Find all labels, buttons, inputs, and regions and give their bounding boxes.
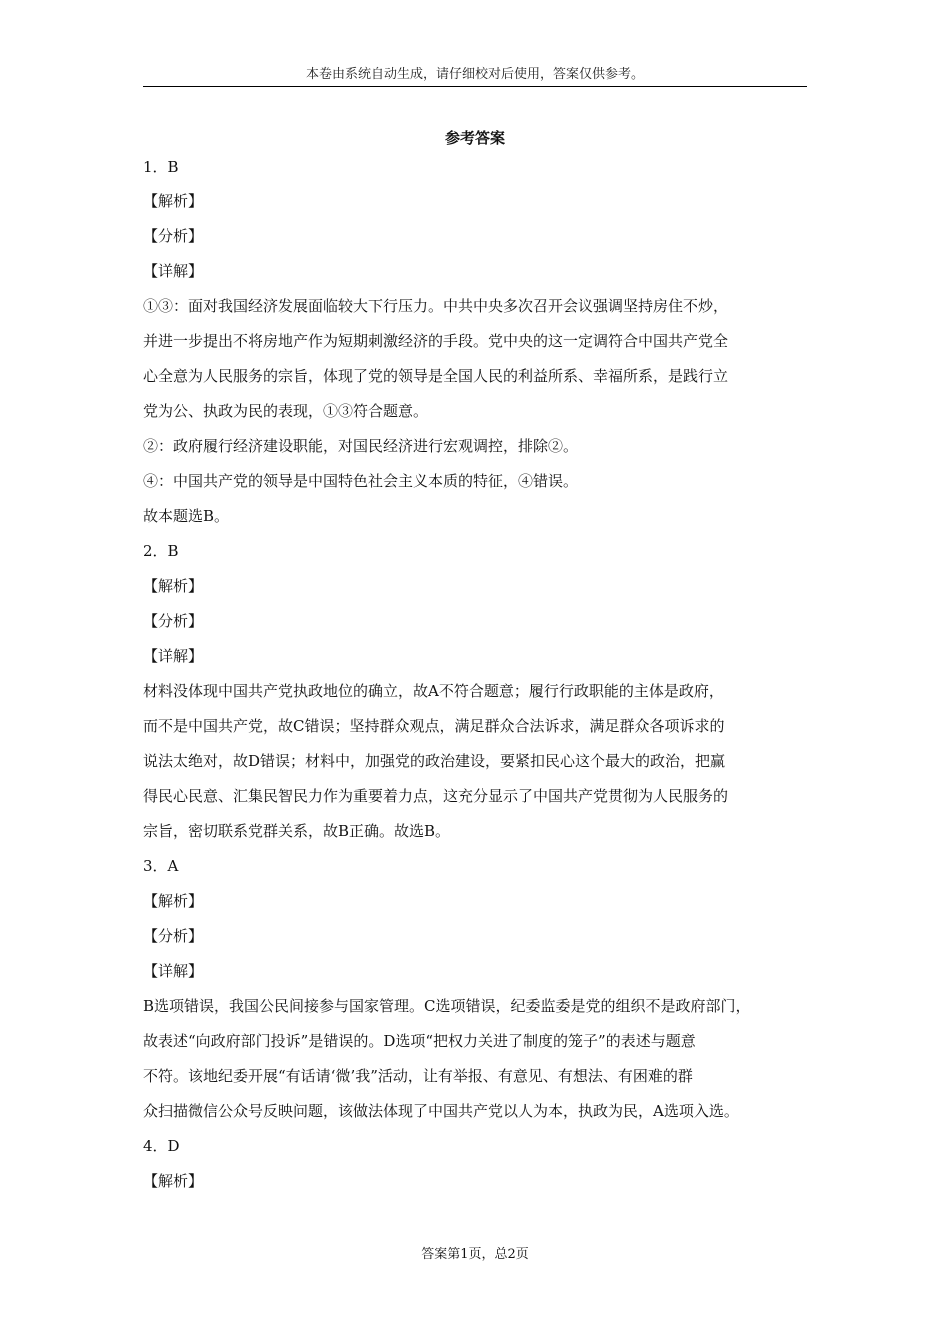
tag-xiangjie: 【详解】 [143, 647, 204, 665]
tag-fenxi: 【分析】 [143, 612, 204, 630]
question-1 [143, 150, 813, 534]
tag-jiexi: 【解析】 [143, 192, 204, 210]
explanation-line: 心全意为人民服务的宗旨，体现了党的领导是全国人民的利益所系、幸福所系，是践行立 [143, 367, 729, 385]
tag-xiangjie: 【详解】 [143, 262, 204, 280]
tag-fenxi: 【分析】 [143, 927, 204, 945]
explanation-line: 并进一步提出不将房地产作为短期刺激经济的手段。党中央的这一定调符合中国共产党全 [143, 332, 729, 350]
question-number: 1．B [143, 158, 179, 176]
explanation-line: 说法太绝对，故D错误；材料中，加强党的政治建设，要紧扣民心这个最大的政治，把赢 [143, 752, 726, 770]
header-notice: 本卷由系统自动生成，请仔细校对后使用，答案仅供参考。 [305, 67, 644, 82]
explanation-line: 宗旨，密切联系党群关系，故B正确。故选B。 [143, 822, 451, 840]
tag-xiangjie: 【详解】 [143, 962, 204, 980]
explanation-line: 党为公、执政为民的表现，①③符合题意。 [143, 402, 429, 420]
question-3 [143, 849, 813, 1129]
header-divider [143, 86, 807, 87]
explanation-line: 不符。该地纪委开展“有话请‘微’我”活动，让有举报、有意见、有想法、有困难的群 [143, 1067, 693, 1085]
question-number: 4．D [143, 1137, 180, 1155]
question-4 [143, 1129, 813, 1199]
explanation-line: B选项错误，我国公民间接参与国家管理。C选项错误，纪委监委是党的组织不是政府部门， [143, 997, 751, 1015]
explanation-line: ②：政府履行经济建设职能，对国民经济进行宏观调控，排除②。 [143, 437, 579, 455]
explanation-line: 材料没体现中国共产党执政地位的确立，故A不符合题意；履行行政职能的主体是政府， [143, 682, 724, 700]
explanation-line: 而不是中国共产党，故C错误；坚持群众观点，满足群众合法诉求，满足群众各项诉求的 [143, 717, 725, 735]
question-number: 2．B [143, 542, 179, 560]
tag-jiexi: 【解析】 [143, 1172, 204, 1190]
question-number: 3．A [143, 857, 179, 875]
explanation-line: ①③：面对我国经济发展面临较大下行压力。中共中央多次召开会议强调坚持房住不炒， [143, 297, 729, 315]
explanation-line: 众扫描微信公众号反映问题，该做法体现了中国共产党以人为本，执政为民，A选项入选。 [143, 1102, 739, 1120]
page-footer: 答案第1页，总2页 [421, 1247, 529, 1262]
answer-content [143, 150, 813, 1199]
explanation-line: 故表述“向政府部门投诉”是错误的。D选项“把权力关进了制度的笼子”的表述与题意 [143, 1032, 696, 1050]
tag-fenxi: 【分析】 [143, 227, 204, 245]
explanation-line: ④：中国共产党的领导是中国特色社会主义本质的特征，④错误。 [143, 472, 579, 490]
page-title: 参考答案 [444, 129, 505, 147]
explanation-line: 故本题选B。 [143, 507, 230, 525]
explanation-line: 得民心民意、汇集民智民力作为重要着力点，这充分显示了中国共产党贯彻为人民服务的 [143, 787, 729, 805]
tag-jiexi: 【解析】 [143, 892, 204, 910]
question-2 [143, 534, 813, 849]
tag-jiexi: 【解析】 [143, 577, 204, 595]
